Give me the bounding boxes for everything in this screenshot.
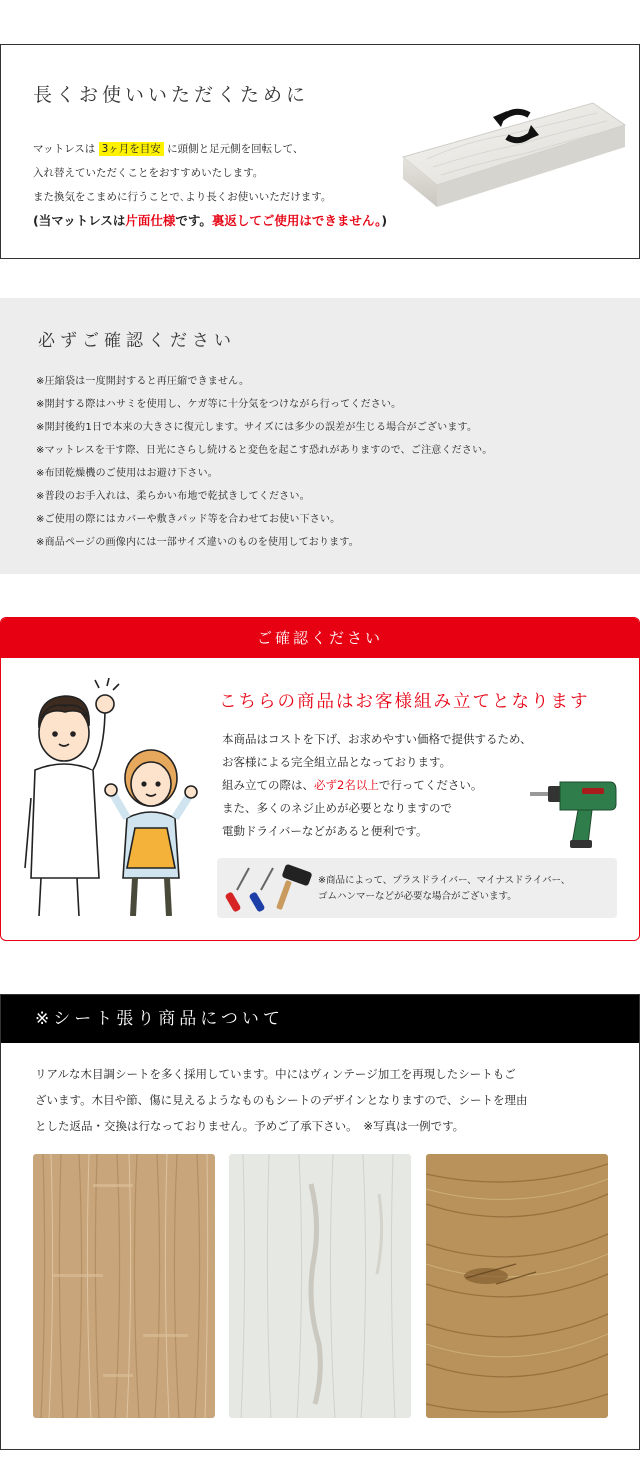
notice-list	[36, 370, 492, 554]
sheet-bar-title: ※シート張り商品について	[1, 995, 639, 1043]
assembly-heading: こちらの商品はお客様組み立てとなります	[219, 692, 590, 712]
assembly-section	[0, 617, 640, 941]
wood-sample-light-oak	[33, 1154, 215, 1418]
mattress-image	[397, 97, 629, 217]
wood-sample-white	[229, 1154, 411, 1418]
notice-section	[0, 298, 640, 574]
notice-item: ※商品ページの画像内には一部サイズ違いのものを使用しております。	[36, 537, 359, 548]
couple-illustration	[19, 678, 201, 916]
notice-item: ※圧縮袋は一度開封すると再圧縮できません。	[36, 376, 250, 387]
highlight-period: 3ヶ月を目安	[99, 142, 164, 156]
notice-item: ※普段のお手入れは、柔らかい布地で乾拭きしてください。	[36, 491, 310, 502]
care-title: 長くお使いいただくために	[33, 84, 310, 106]
hammer-icon	[276, 864, 312, 910]
wood-sample-vintage	[426, 1154, 608, 1418]
notice-item: ※ご使用の際にはカバーや敷きパッド等を合わせてお使い下さい。	[36, 514, 341, 525]
tools-note-box	[217, 858, 617, 918]
assembly-text: 本商品はコストを下げ、お求めやすい価格で提供するため、 お客様による完全組立品となっております。 組み立ての際は、必ず2名以上で行ってください。 また、多くのネジ止めが必要となりますので 電動ドライバーなどがあると便利です。	[222, 732, 532, 838]
notice-title: 必ずご確認ください	[38, 331, 236, 351]
notice-item: ※開封する際はハサミを使用し、ケガ等に十分気をつけながら行ってください。	[36, 399, 402, 410]
care-text: マットレスは 3ヶ月を目安 に頭側と足元側を回転して、 入れ替えていただくことをおすすめいたします。 また換気をこまめに行うことで､より長くお使いいただけます。 (当マットレスは片面仕様です。裏返してご使用はできません。)	[33, 137, 387, 233]
single-side-warning: (当マットレスは片面仕様です。裏返してご使用はできません。)	[33, 213, 388, 228]
screwdriver-icon	[249, 868, 273, 913]
notice-item: ※開封後約1日で本来の大きさに復元します。サイズには多少の誤差が生じる場合がございます。	[36, 422, 478, 433]
assembly-bar-title: ご確認ください	[1, 618, 639, 658]
screwdriver-icon	[225, 868, 249, 913]
two-people-note: 必ず2名以上	[314, 778, 379, 792]
tools-note: ※商品によって、プラスドライバー、マイナスドライバー、 ゴムハンマーなどが必要な場合がございます。	[318, 875, 571, 902]
care-section	[0, 44, 640, 259]
sheet-text: リアルな木目調シートを多く採用しています。中にはヴィンテージ加工を再現したシートもご ざいます。木目や節、傷に見えるようなものもシートのデザインとなりますので、シートを理由 とした返品・交換は行なっておりません。予めご了承下さい。 ※写真は一例です。	[35, 1067, 528, 1133]
sheet-section	[0, 994, 640, 1450]
electric-drill-icon	[528, 770, 618, 850]
tools-illustration	[223, 862, 319, 914]
notice-item: ※マットレスを干す際、日光にさらし続けると変色を起こす恐れがありますので、ご注意ください。	[36, 445, 493, 456]
notice-item: ※布団乾燥機のご使用はお避け下さい。	[36, 468, 218, 479]
